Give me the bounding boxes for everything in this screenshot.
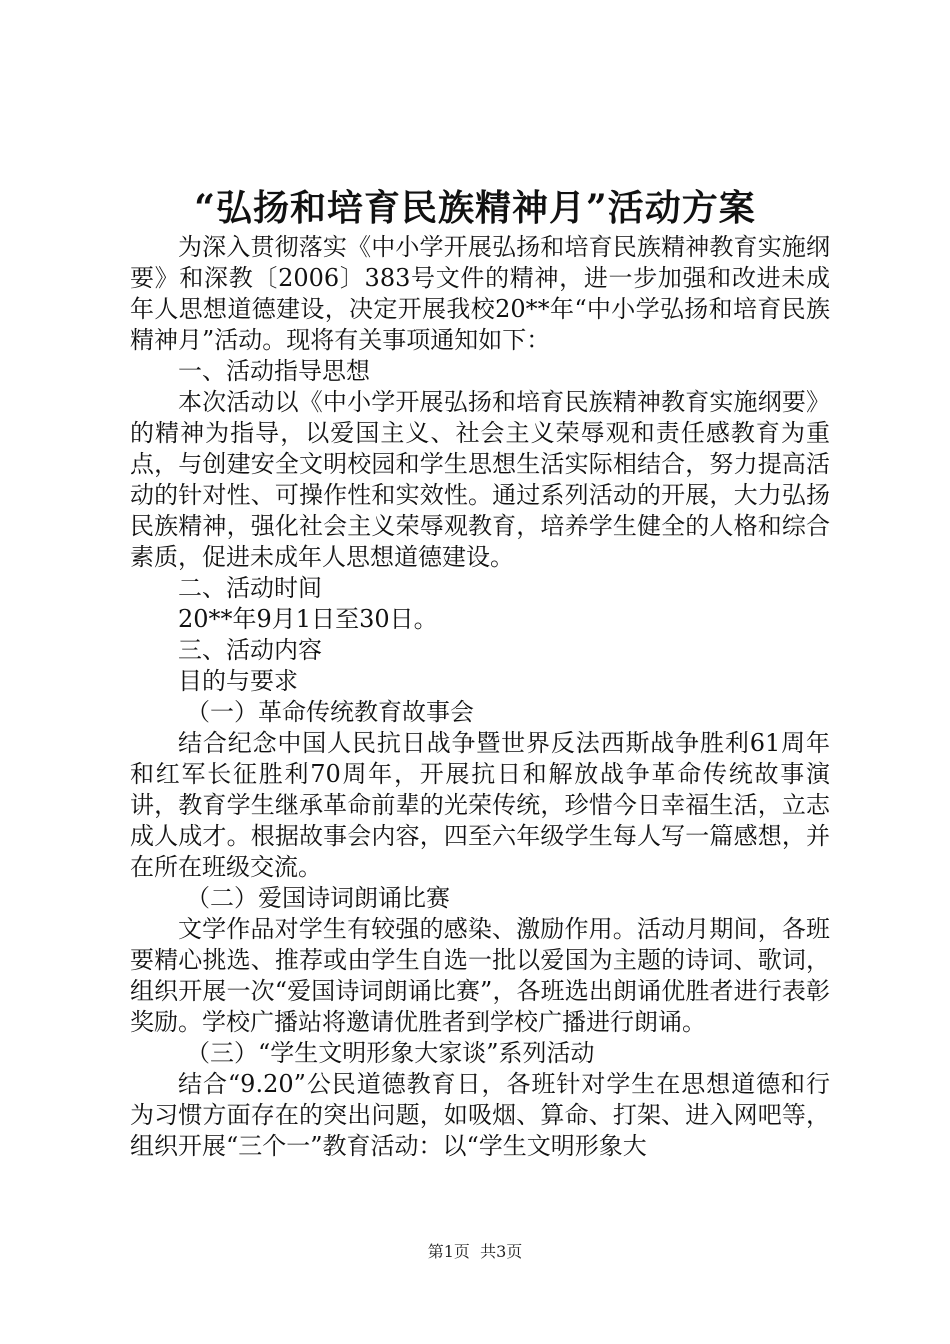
document-title: “弘扬和培育民族精神月”活动方案 (194, 187, 756, 229)
section-subheading-purpose: 目的与要求 (178, 667, 298, 695)
section-heading-guiding-thought: 一、活动指导思想 (178, 357, 370, 385)
item-heading-poetry-contest: （二）爱国诗词朗诵比赛 (186, 884, 450, 912)
page-footer (0, 1240, 950, 1264)
intro-paragraph: 为深入贯彻落实《中小学开展弘扬和培育民族精神教育实施纲要》和深教〔2006〕383号文件的精神，进一步加强和改进未成年人思想道德建设，决定开展我校20**年“中小学弘扬和培育民族精神月”活动。现将有关事项通知如下： (130, 233, 830, 354)
item-paragraph-civilized-image: 结合“9.20”公民道德教育日，各班针对学生在思想道德和行为习惯方面存在的突出问题，如吸烟、算命、打架、进入网吧等，组织开展“三个一”教育活动：以“学生文明形象大 (130, 1070, 830, 1160)
page-number-label: 第1页 共3页 (427, 1242, 523, 1261)
item-heading-story-meeting: （一）革命传统教育故事会 (186, 698, 474, 726)
section-paragraph-guiding-thought: 本次活动以《中小学开展弘扬和培育民族精神教育实施纲要》的精神为指导，以爱国主义、社会主义荣辱观和责任感教育为重点，与创建安全文明校园和学生思想生活实际相结合，努力提高活动的针对性、可操作性和实效性。通过系列活动的开展，大力弘扬民族精神，强化社会主义荣辱观教育，培养学生健全的人格和综合素质，促进未成年人思想道德建设。 (130, 388, 830, 571)
section-heading-activity-time: 二、活动时间 (178, 574, 322, 602)
item-paragraph-poetry-contest: 文学作品对学生有较强的感染、激励作用。活动月期间，各班要精心挑选、推荐或由学生自选一批以爱国为主题的诗词、歌词，组织开展一次“爱国诗词朗诵比赛”，各班选出朗诵优胜者进行表彰奖励。学校广播站将邀请优胜者到学校广播进行朗诵。 (130, 915, 830, 1036)
section-paragraph-activity-time: 20**年9月1日至30日。 (178, 605, 438, 633)
document-body (130, 232, 830, 1162)
section-heading-activity-content: 三、活动内容 (178, 636, 322, 664)
item-paragraph-story-meeting: 结合纪念中国人民抗日战争暨世界反法西斯战争胜利61周年和红军长征胜利70周年，开展抗日和解放战争革命传统故事演讲，教育学生继承革命前辈的光荣传统，珍惜今日幸福生活，立志成人成才。根据故事会内容，四至六年级学生每人写一篇感想，并在所在班级交流。 (130, 729, 830, 881)
item-heading-civilized-image: （三）“学生文明形象大家谈”系列活动 (186, 1039, 595, 1067)
